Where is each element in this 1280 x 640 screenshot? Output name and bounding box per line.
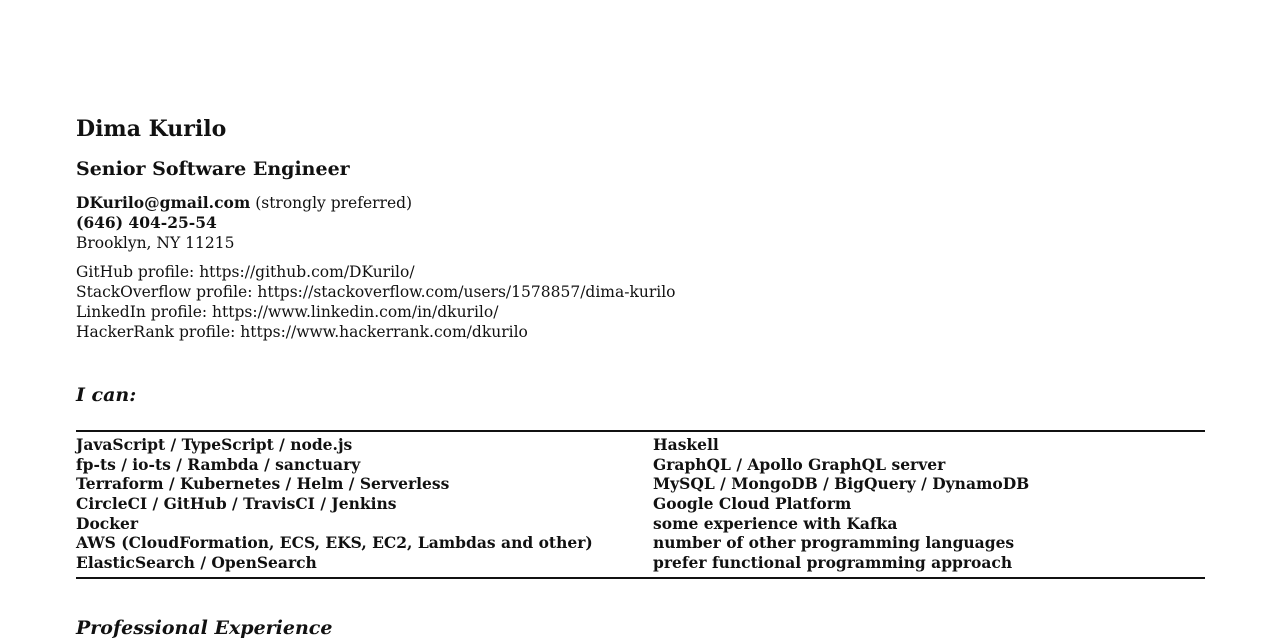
address-line: Brooklyn, NY 11215 [76, 234, 235, 252]
contact-block [76, 193, 412, 253]
skill-item: CircleCI / GitHub / TravisCI / Jenkins [76, 494, 397, 514]
skill-item: fp-ts / io-ts / Rambda / sanctuary [76, 454, 361, 474]
skills-table [76, 430, 1205, 579]
skill-item: Terraform / Kubernetes / Helm / Serverless [76, 474, 450, 494]
skill-item: Docker [76, 513, 138, 533]
phone-number: (646) 404-25-54 [76, 213, 217, 232]
profiles-block [76, 262, 676, 342]
skill-item: AWS (CloudFormation, ECS, EKS, EC2, Lambdas and other) [76, 533, 593, 553]
profile-hackerrank[interactable]: HackerRank profile: https://www.hackerrank.com/dkurilo [76, 323, 528, 341]
profile-stackoverflow[interactable]: StackOverflow profile: https://stackoverflow.com/users/1578857/dima-kurilo [76, 283, 676, 301]
skill-item: GraphQL / Apollo GraphQL server [653, 454, 946, 474]
job-title: Senior Software Engineer [76, 158, 350, 180]
profile-linkedin[interactable]: LinkedIn profile: https://www.linkedin.com/in/dkurilo/ [76, 303, 499, 321]
skill-item: Google Cloud Platform [653, 494, 852, 514]
experience-heading: Professional Experience [76, 617, 333, 639]
email-address[interactable]: DKurilo@gmail.com [76, 193, 251, 212]
skill-item: ElasticSearch / OpenSearch [76, 553, 317, 573]
skill-item: JavaScript / TypeScript / node.js [76, 435, 353, 454]
email-line [76, 193, 412, 213]
skills-heading: I can: [76, 384, 137, 406]
skill-item: prefer functional programming approach [653, 553, 1013, 573]
phone-line [76, 213, 412, 233]
person-name: Dima Kurilo [76, 116, 227, 142]
skill-item: MySQL / MongoDB / BigQuery / DynamoDB [653, 474, 1030, 494]
skill-item: some experience with Kafka [653, 513, 898, 533]
skills-column-right [653, 435, 1205, 573]
skills-column-left [76, 435, 653, 573]
email-note: (strongly preferred) [250, 194, 413, 212]
skill-item: number of other programming languages [653, 533, 1015, 553]
profile-github[interactable]: GitHub profile: https://github.com/DKurilo/ [76, 263, 415, 281]
skill-item: Haskell [653, 435, 719, 454]
